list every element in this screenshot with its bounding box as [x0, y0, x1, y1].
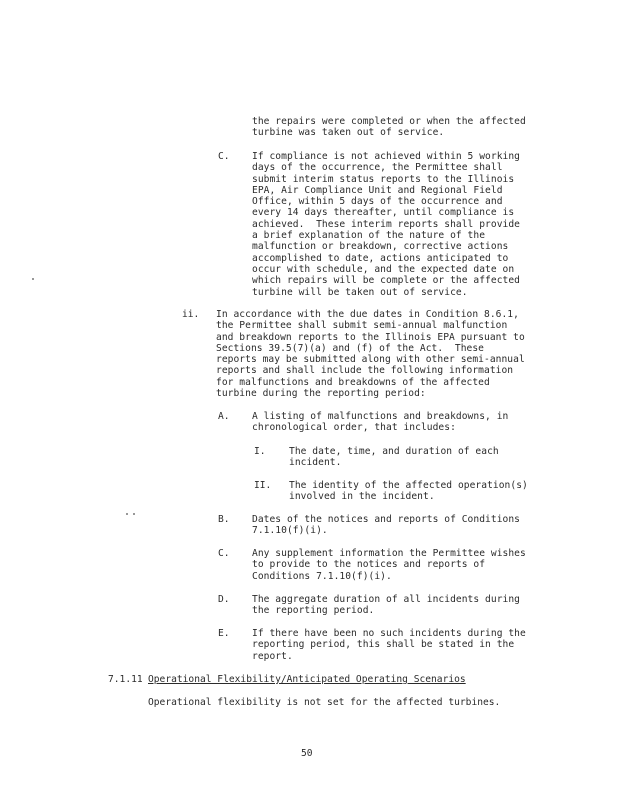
- section-body: Operational flexibility is not set for the affected turbines.: [148, 697, 501, 708]
- item-a-ii-marker: II.: [254, 480, 272, 491]
- item-ii-text: In accordance with the due dates in Condition 8.6.1, the Permittee shall submit semi-annual malfunction and breakdown reports to the Illinois EPA pursuant to Sections 39.5(7)(a) and (f) of the Act. These reports may be submitted along with other semi-annual reports and shall include the following information for malfunctions and breakdowns of the affected turbine during the reporting period:: [216, 309, 525, 400]
- scan-speck: [126, 513, 128, 515]
- item-d-text: The aggregate duration of all incidents during the reporting period.: [252, 594, 520, 617]
- item-bb-marker: B.: [218, 514, 230, 525]
- item-d-marker: D.: [218, 594, 230, 605]
- item-cc-marker: C.: [218, 548, 230, 559]
- item-a-i-marker: I.: [254, 446, 266, 457]
- item-a-marker: A.: [218, 411, 230, 422]
- section-number: 7.1.11: [108, 674, 143, 685]
- item-c-text: If compliance is not achieved within 5 working days of the occurrence, the Permittee shall submit interim status reports to the Illinois EPA, Air Compliance Unit and Regional Field Office, within 5 days of the occurrence and every 14 days thereafter, until compliance is achieved. These interim reports shall provide a brief explanation of the nature of the malfunction or breakdown, corrective actions accomplished to date, actions anticipated to occur with schedule, and the expected date on which repairs will be complete or the affected turbine will be taken out of service.: [252, 151, 520, 298]
- item-a-ii-text: The identity of the affected operation(s) involved in the incident.: [289, 480, 528, 503]
- item-e-marker: E.: [218, 628, 230, 639]
- item-e-text: If there have been no such incidents during the reporting period, this shall be stated in the report.: [252, 628, 526, 662]
- item-cc-text: Any supplement information the Permittee wishes to provide to the notices and reports of Conditions 7.1.10(f)(i).: [252, 548, 526, 582]
- scan-speck: [133, 513, 135, 515]
- item-c-marker: C.: [218, 151, 230, 162]
- item-ii-marker: ii.: [182, 309, 200, 320]
- item-a-text: A listing of malfunctions and breakdowns, in chronological order, that includes:: [252, 411, 509, 434]
- item-a-i-text: The date, time, and duration of each incident.: [289, 446, 499, 469]
- section-heading: Operational Flexibility/Anticipated Operating Scenarios: [148, 674, 466, 685]
- item-bb-text: Dates of the notices and reports of Conditions 7.1.10(f)(i).: [252, 514, 520, 537]
- scan-speck: [32, 278, 34, 280]
- page-number: 50: [301, 748, 313, 759]
- item-b-continuation: the repairs were completed or when the affected turbine was taken out of service.: [252, 116, 526, 139]
